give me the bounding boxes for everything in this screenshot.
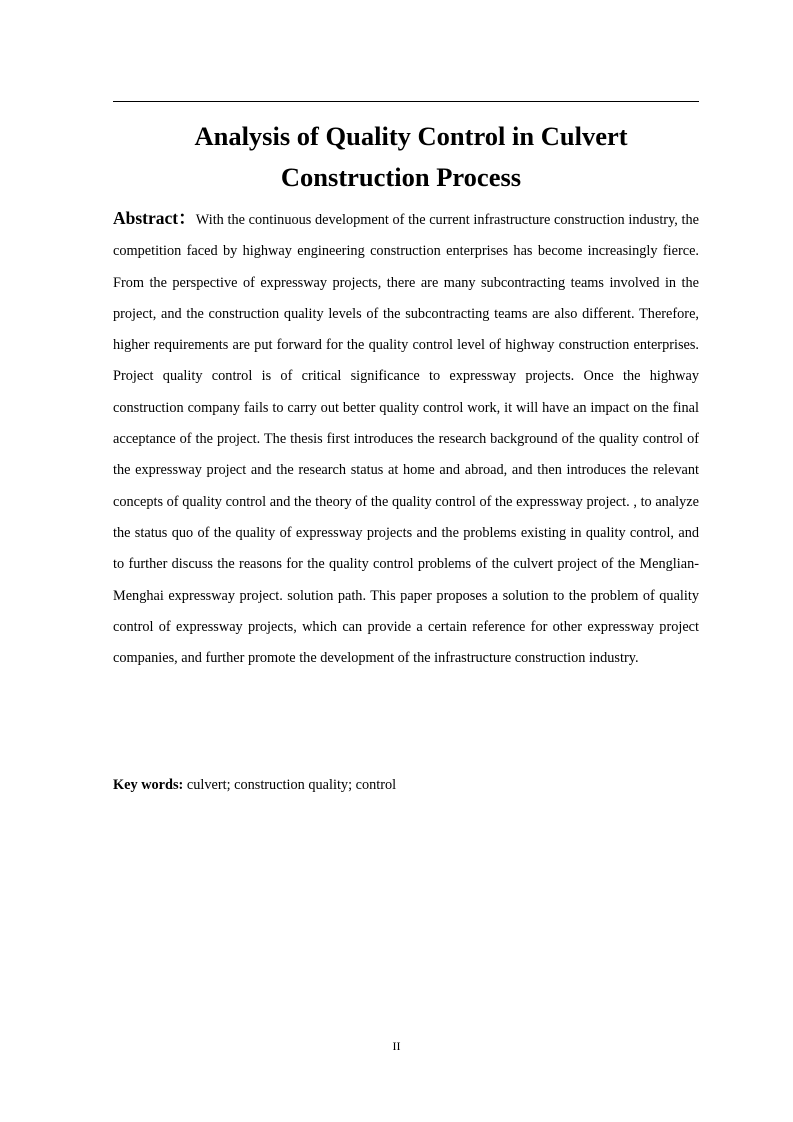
paper-title-line-1: Analysis of Quality Control in Culvert (194, 121, 628, 151)
keywords-text: culvert; construction quality; control (186, 777, 397, 793)
keywords-label: Key words: (113, 777, 184, 793)
paper-title (113, 116, 699, 198)
abstract-label: Abstract： (113, 208, 196, 228)
abstract-text: With the continuous development of the current infrastructure construction industry, the competition faced by highway engineering construction enterprises has become increasingly fierce. From the perspective of expressway projects, there are many subcontracting teams involved in the project, and the construction quality levels of the subcontracting teams are also different. Therefore, higher requirements are put forward for the quality control level of highway construction enterprises. Project quality control is of critical significance to expressway projects. Once the highway construction company fails to carry out better quality control work, it will have an impact on the final acceptance of the project. The thesis first introduces the research background of the quality control of the expressway project and the research status at home and abroad, and then introduces the relevant concepts of quality control and the theory of the quality control of the expressway project. , to analyze the status quo of the quality of expressway projects and the problems existing in quality control, and to further discuss the reasons for the quality control problems of the culvert project of the Menglian-Menghai expressway project. solution path. This paper proposes a solution to the problem of quality control of expressway projects, which can provide a certain reference for other expressway project companies, and further promote the development of the infrastructure construction industry. (113, 212, 699, 667)
keywords-line (113, 770, 699, 801)
header-rule (113, 101, 699, 102)
abstract-paragraph (113, 203, 699, 674)
page-number: II (392, 1039, 401, 1053)
paper-title-line-2: Construction Process (280, 162, 522, 192)
